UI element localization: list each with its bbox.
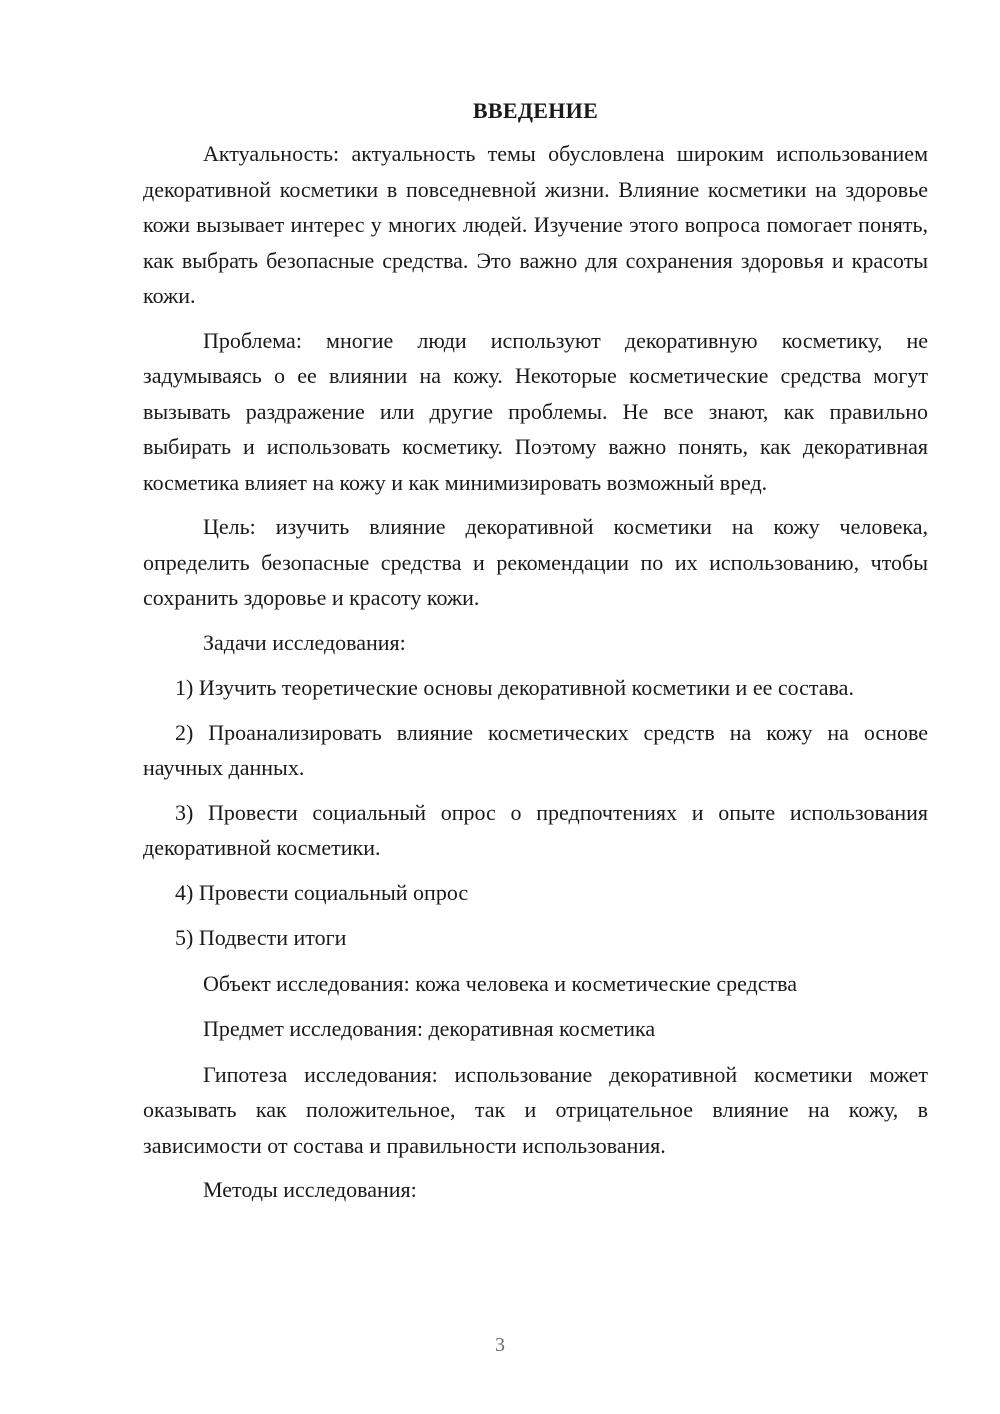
goal-paragraph: Цель: изучить влияние декоративной косметики на кожу человека, определить безопасные средства и рекомендации по их использованию, чтобы сохранить здоровье и красоту кожи.	[143, 514, 928, 610]
task-item-1: 1) Изучить теоретические основы декоративной косметики и ее состава.	[175, 675, 854, 700]
page-content	[143, 94, 928, 1218]
page-title: ВВЕДЕНИЕ	[472, 98, 599, 123]
task-item-3: 3) Провести социальный опрос о предпочтениях и опыте использования декоративной косметики.	[143, 799, 928, 860]
tasks-heading: Задачи исследования:	[203, 629, 406, 655]
subject-line: Предмет исследования: декоративная косметика	[203, 1016, 656, 1041]
hypothesis-paragraph: Гипотеза исследования: использование декоративной косметики может оказывать как положительное, так и отрицательное влияние на кожу, в зависимости от состава и правильности использования.	[143, 1061, 928, 1158]
object-line: Объект исследования: кожа человека и косметические средства	[203, 970, 797, 996]
page-number: 3	[495, 1334, 505, 1356]
methods-heading: Методы исследования:	[203, 1177, 417, 1202]
relevance-paragraph: Актуальность: актуальность темы обусловлена широким использованием декоративной косметики в повседневной жизни. Влияние косметики на здоровье кожи вызывает интерес у многих людей. Изучение этого вопроса помогает понять, как выбрать безопасные средства. Это важно для сохранения здоровья и красоты кожи.	[143, 141, 928, 308]
problem-paragraph: Проблема: многие люди используют декоративную косметику, не задумываясь о ее влиянии на кожу. Некоторые косметические средства могут вызывать раздражение или другие проблемы. Не все знают, как правильно выбирать и использовать косметику. Поэтому важно понять, как декоративная косметика влияет на кожу и как минимизировать возможный вред.	[143, 327, 928, 495]
task-item-5: 5) Подвести итоги	[175, 925, 347, 950]
task-item-2: 2) Проанализировать влияние косметических средств на кожу на основе научных данных.	[143, 719, 928, 780]
task-item-4: 4) Провести социальный опрос	[175, 879, 469, 905]
